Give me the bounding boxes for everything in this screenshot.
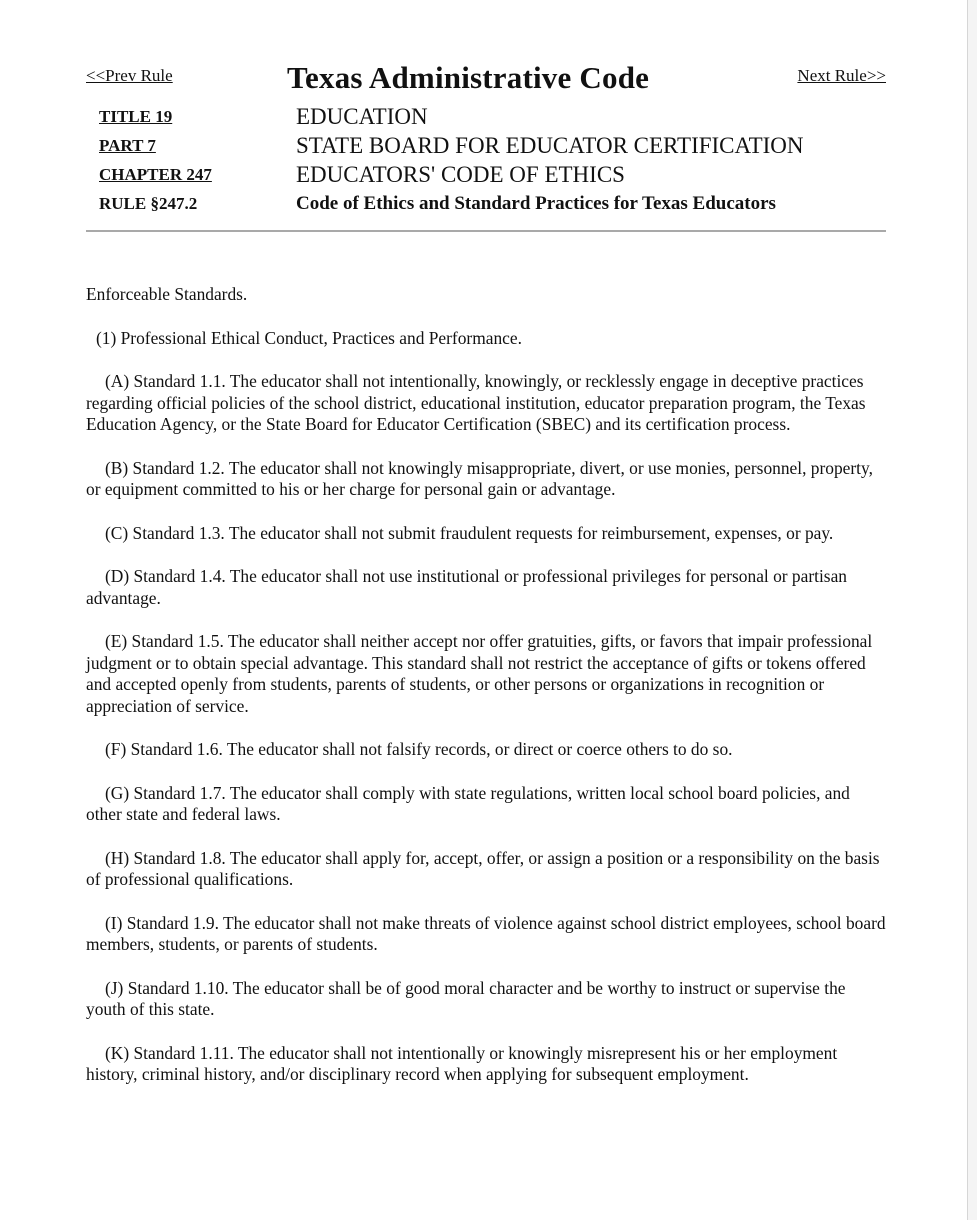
standard-paragraph: (H) Standard 1.8. The educator shall apply for, accept, offer, or assign a position or a responsibility on the basis of professional qualifications. <box>86 847 880 889</box>
part-link[interactable]: PART 7 <box>99 136 156 155</box>
standard-paragraph: (E) Standard 1.5. The educator shall neither accept nor offer gratuities, gifts, or favors that impair professional judgment or to obtain special advantage. This standard shall not restrict the acceptance of gifts or tokens offered and accepted openly from students, parents of students, or other persons or organizations in recognition or appreciation of service. <box>86 631 873 716</box>
rule-heading: Code of Ethics and Standard Practices for Texas Educators <box>296 193 776 214</box>
meta-row-chapter <box>86 162 886 190</box>
standard-paragraph: (K) Standard 1.11. The educator shall not intentionally or knowingly misrepresent his or her employment history, criminal history, and/or disciplinary record when applying for subsequent employment. <box>86 1042 838 1084</box>
standard-paragraph: (J) Standard 1.10. The educator shall be of good moral character and be worthy to instruct or supervise the youth of this state. <box>86 977 846 1019</box>
scrollbar-edge[interactable] <box>967 0 977 1220</box>
standard-paragraph: (F) Standard 1.6. The educator shall not falsify records, or direct or coerce others to do so. <box>105 739 733 759</box>
meta-row-part <box>86 133 886 161</box>
meta-row-title <box>86 104 886 132</box>
standard-paragraph: (B) Standard 1.2. The educator shall not knowingly misappropriate, divert, or use monies, personnel, property, or equipment committed to his or her charge for personal gain or advantage. <box>86 457 873 499</box>
chapter-link[interactable]: CHAPTER 247 <box>99 165 212 184</box>
standard-paragraph: (C) Standard 1.3. The educator shall not submit fraudulent requests for reimbursement, expenses, or pay. <box>105 522 834 543</box>
standard-paragraph: (D) Standard 1.4. The educator shall not use institutional or professional privileges for personal or partisan advantage. <box>86 566 847 608</box>
section-heading: (1) Professional Ethical Conduct, Practices and Performance. <box>96 327 522 348</box>
chapter-value: EDUCATORS' CODE OF ETHICS <box>296 162 625 187</box>
page-title: Texas Administrative Code <box>287 60 650 95</box>
title-link[interactable]: TITLE 19 <box>99 107 173 126</box>
intro-paragraph: Enforceable Standards. <box>86 284 248 304</box>
rule-text <box>86 284 886 1108</box>
next-rule-link[interactable]: Next Rule>> <box>797 66 886 85</box>
meta-row-rule <box>86 191 886 219</box>
standard-paragraph: (G) Standard 1.7. The educator shall comply with state regulations, written local school board policies, and other state and federal laws. <box>86 782 850 824</box>
header-divider <box>86 230 886 232</box>
rule-number: RULE §247.2 <box>99 194 198 213</box>
standard-paragraph: (I) Standard 1.9. The educator shall not make threats of violence against school district employees, school board members, students, or parents of students. <box>86 912 886 954</box>
part-value: STATE BOARD FOR EDUCATOR CERTIFICATION <box>296 133 804 158</box>
standard-paragraph: (A) Standard 1.1. The educator shall not intentionally, knowingly, or recklessly engage in deceptive practices regarding official policies of the school district, educational institution, educator preparation program, the Texas Education Agency, or the State Board for Educator Certification (SBEC) and its certification process. <box>86 371 866 434</box>
title-value: EDUCATION <box>296 104 428 129</box>
prev-rule-link[interactable]: <<Prev Rule <box>86 66 173 85</box>
